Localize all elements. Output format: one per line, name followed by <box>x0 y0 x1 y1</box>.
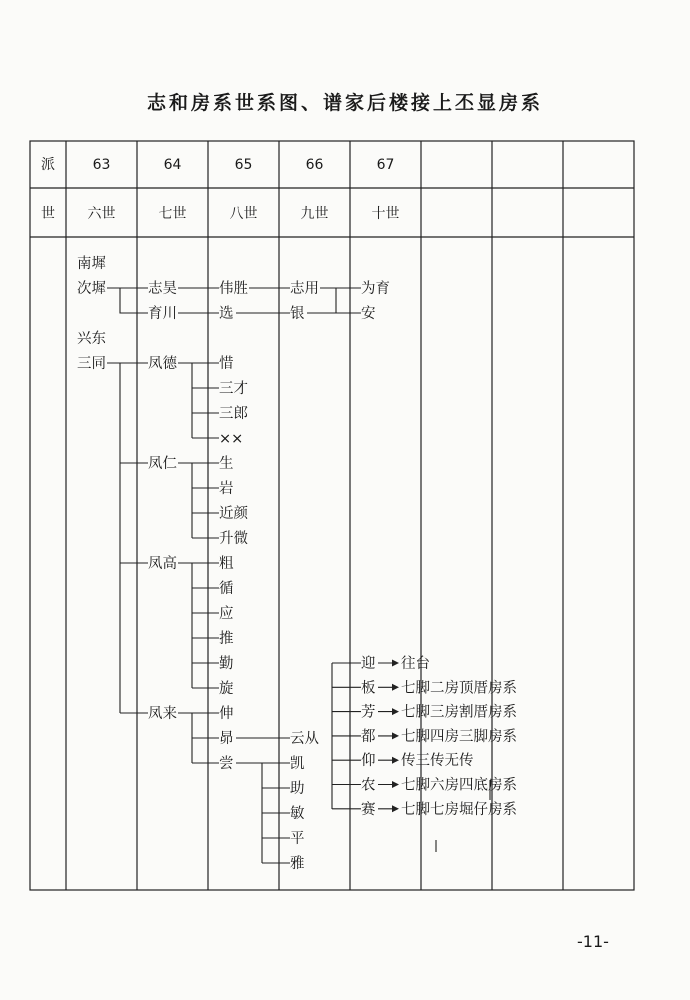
branch-note: 七脚四房三脚房系 <box>401 728 517 745</box>
arrow-head <box>392 660 399 667</box>
branch-note: 传三传无传 <box>401 753 474 770</box>
person-name: 凤高 <box>148 556 177 572</box>
person-name: 凤仁 <box>148 456 177 472</box>
generation-label: 八世 <box>229 206 258 222</box>
generation-label: 十世 <box>371 206 400 222</box>
branch-note: 七脚三房割厝房系 <box>401 704 517 721</box>
person-name: 伸 <box>219 706 234 722</box>
pai-number: 67 <box>376 157 395 173</box>
arrow-head <box>392 781 399 788</box>
generation-label: 九世 <box>300 206 329 222</box>
person-name: 志用 <box>290 281 319 297</box>
generation-label: 七世 <box>158 206 187 222</box>
person-name: 三同 <box>77 356 106 372</box>
person-name: 惜 <box>219 356 234 372</box>
person-name: 凯 <box>290 756 305 772</box>
generation-label: 六世 <box>87 206 116 222</box>
branch-note: 往台 <box>401 656 430 672</box>
person-name: 应 <box>219 606 234 622</box>
branch-label: 南墀 <box>77 256 106 272</box>
person-name: 次墀 <box>77 281 106 297</box>
person-name: 勤 <box>219 656 234 672</box>
person-name: ×× <box>219 431 244 447</box>
person-name: 选 <box>219 306 234 322</box>
person-name: 粗 <box>219 556 234 572</box>
person-name: 伟胜 <box>219 281 248 297</box>
person-name: 为育 <box>361 281 390 297</box>
person-name: 昴 <box>219 731 234 747</box>
page-number: -11- <box>577 932 609 951</box>
branch-note: 七脚六房四底房系 <box>401 777 517 794</box>
person-name: 生 <box>219 456 234 472</box>
person-name: 银 <box>290 306 305 322</box>
arrow-head <box>392 708 399 715</box>
person-name: 三郎 <box>219 406 248 422</box>
person-name: 云从 <box>290 731 319 747</box>
person-name: 敏 <box>290 806 305 822</box>
person-name: 板 <box>361 680 376 697</box>
person-name: 尝 <box>219 756 234 772</box>
person-name: 安 <box>361 306 376 322</box>
person-name: 育川 <box>148 306 177 322</box>
shi-label: 世 <box>41 206 55 222</box>
pai-number: 66 <box>305 157 324 173</box>
arrow-head <box>392 732 399 739</box>
person-name: 志昊 <box>148 281 177 297</box>
person-name: 岩 <box>219 481 234 497</box>
person-name: 芳 <box>361 704 376 721</box>
person-name: 循 <box>219 581 234 597</box>
person-name: 推 <box>219 631 234 647</box>
arrow-head <box>392 757 399 764</box>
person-name: 助 <box>290 781 305 797</box>
branch-note: 七脚二房顶厝房系 <box>401 680 517 697</box>
person-name: 都 <box>361 728 376 745</box>
pai-number: 64 <box>163 157 182 173</box>
person-name: 赛 <box>361 801 376 818</box>
pai-number: 65 <box>234 157 253 173</box>
arrow-head <box>392 684 399 691</box>
person-name: 迎 <box>361 656 376 672</box>
person-name: 仰 <box>361 753 376 770</box>
person-name: 凤来 <box>148 706 177 722</box>
person-name: 升微 <box>219 531 248 547</box>
branch-label: 兴东 <box>77 331 106 347</box>
person-name: 农 <box>361 777 376 794</box>
person-name: 雅 <box>290 856 305 872</box>
person-name: 平 <box>290 831 305 847</box>
connector-line <box>120 288 148 313</box>
arrow-head <box>392 805 399 812</box>
pai-label: 派 <box>41 157 55 173</box>
person-name: 旋 <box>219 681 234 697</box>
pai-number: 63 <box>92 157 111 173</box>
page-title: 志和房系世系图、谱家后楼接上丕显房系 <box>146 92 543 114</box>
branch-note: 七脚七房堀仔房系 <box>401 801 517 818</box>
person-name: 近颜 <box>219 506 248 522</box>
person-name: 凤德 <box>148 356 177 372</box>
person-name: 三才 <box>219 381 248 397</box>
